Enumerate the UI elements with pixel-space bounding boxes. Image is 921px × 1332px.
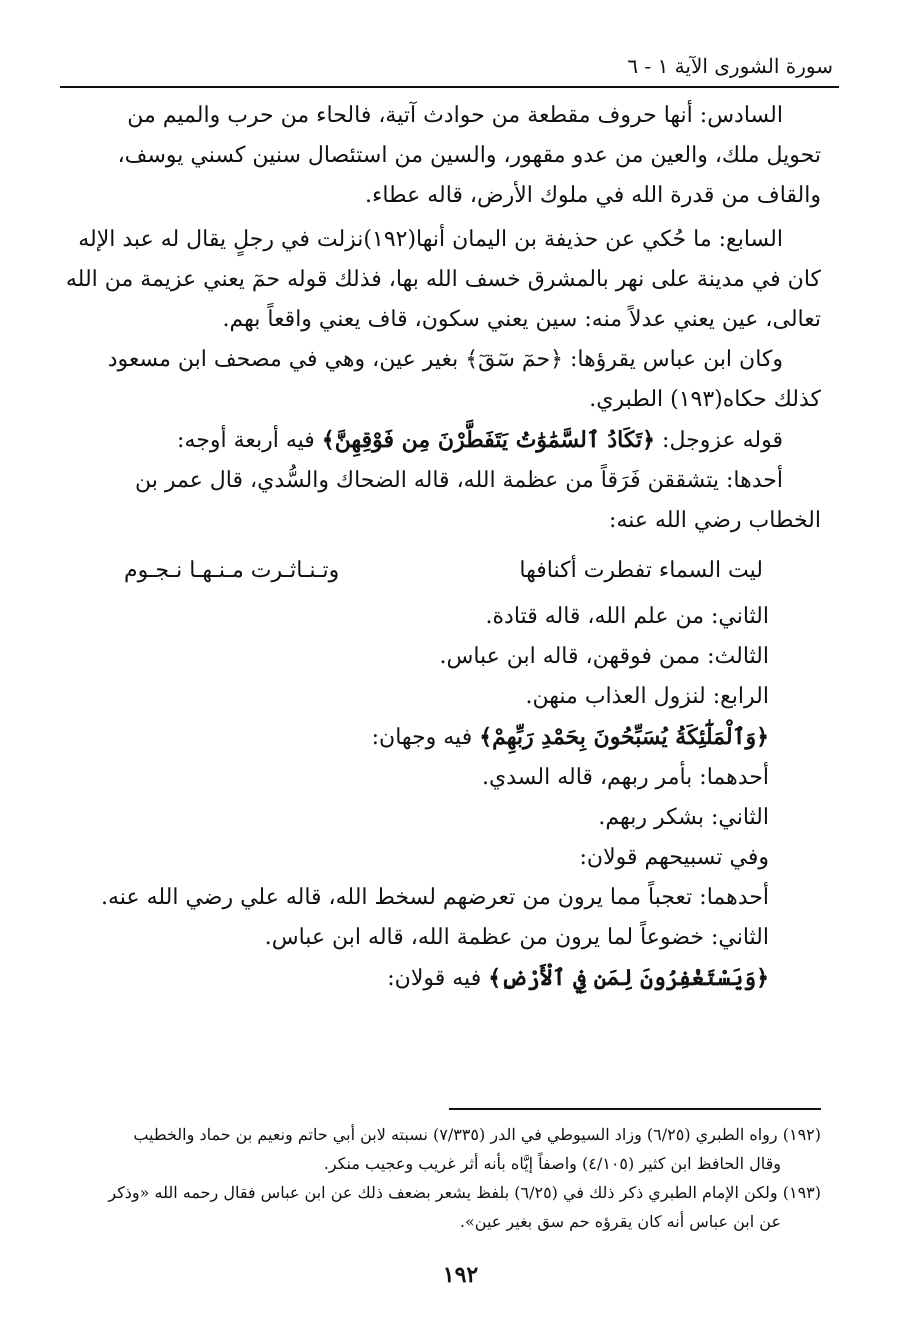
footnote-divider: [449, 1108, 821, 1110]
footnote-192-line-1: (١٩٢) رواه الطبري (٦/٢٥) وزاد السيوطي في الدر (٧/٣٣٥) نسبته لابن أبي حاتم ونعيم بن حماد والخطيب: [133, 1125, 821, 1144]
paragraph-sixth-line-3: والقاف من قدرة الله في ملوك الأرض، قاله عطاء.: [365, 183, 821, 208]
footnote-192-line-2: وقال الحافظ ابن كثير (٤/١٠٥) واصفاً إيَّاه بأنه أثر غريب وعجيب منكر.: [323, 1154, 781, 1173]
paragraph-first-line-2: الخطاب رضي الله عنه:: [609, 508, 821, 533]
quran-quote: ﴿تَكَادُ ٱلسَّمَٰوَٰتُ يَتَفَطَّرْنَ مِن فَوْقِهِنَّ﴾: [321, 427, 656, 453]
paragraph-sixth-line-2: تحويل ملك، والعين من عدو مقهور، والسين من استئصال سنين كسني يوسف،: [117, 143, 821, 168]
verse-intro-suffix: فيه أربعة أوجه:: [177, 428, 322, 453]
verse-first-hemistich: ليت السماء تفطرت أكنافها: [519, 558, 763, 583]
paragraph-forgiveness-verse: [64, 958, 821, 999]
paragraph-tasbih-first: أحدهما: تعجباً مما يرون من تعرضهم لسخط الله، قاله علي رضي الله عنه.: [101, 885, 769, 910]
paragraph-seventh-line-3: تعالى، عين يعني عدلاً منه: سين يعني سكون، قاف يعني واقعاً بهم.: [222, 307, 821, 332]
paragraph-third: الثالث: ممن فوقهن، قاله ابن عباس.: [439, 644, 769, 669]
poetry-verse: [124, 551, 821, 591]
paragraph-verse-intro: [64, 420, 821, 461]
paragraph-second: الثاني: من علم الله، قاله قتادة.: [485, 604, 769, 629]
paragraph-angels-verse: [64, 717, 821, 758]
page-number: ١٩٢: [442, 1262, 479, 1288]
footnote-193-line-2: عن ابن عباس أنه كان يقرؤه حم سق بغير عين».: [459, 1212, 781, 1231]
paragraph-seventh-line-2: كان في مدينة على نهر بالمشرق خسف الله بها، فذلك قوله حمٓ يعني عزيمة من الله: [65, 267, 821, 292]
angels-verse-suffix: فيه وجهان:: [371, 725, 480, 750]
verse-intro-label: قوله عزوجل:: [655, 428, 783, 453]
quran-quote: ﴿وَٱلْمَلَٰٓئِكَةُ يُسَبِّحُونَ بِحَمْدِ رَبِّهِمْ﴾: [479, 724, 769, 750]
paragraph-first-line-1: أحدها: يتشققن فَرَقاً من عظمة الله، قاله الضحاك والسُّدي، قال عمر بن: [134, 468, 783, 493]
paragraph-ibn-abbas-line-2: كذلك حكاه(١٩٣) الطبري.: [589, 387, 821, 412]
running-header: سورة الشورى الآية ١ - ٦: [627, 54, 833, 78]
main-text: [64, 96, 821, 999]
verse-second-hemistich: وتـنـاثـرت مـنـهـا نـجـوم: [124, 558, 340, 583]
paragraph-fourth: الرابع: لنزول العذاب منهن.: [525, 684, 769, 709]
paragraph-tasbih-intro: وفي تسبيحهم قولان:: [579, 845, 769, 870]
footnote-193-line-1: (١٩٣) ولكن الإمام الطبري ذكر ذلك في (٦/٢٥) بلفظ يشعر بضعف ذلك عن ابن عباس فقال رحمه الله «وذكر: [108, 1183, 821, 1202]
header-divider: [60, 86, 839, 88]
paragraph-tasbih-second: الثاني: خضوعاً لما يرون من عظمة الله، قاله ابن عباس.: [264, 925, 769, 950]
forgiveness-verse-suffix: فيه قولان:: [387, 966, 489, 991]
paragraph-second-view: الثاني: بشكر ربهم.: [598, 805, 769, 830]
paragraph-sixth-line-1: السادس: أنها حروف مقطعة من حوادث آتية، فالحاء من حرب والميم من: [127, 103, 783, 128]
footnotes: [64, 1120, 821, 1236]
paragraph-seventh-line-1: السابع: ما حُكي عن حذيفة بن اليمان أنها(١٩٢)نزلت في رجلٍ يقال له عبد الإله: [78, 227, 783, 252]
paragraph-first-view: أحدهما: بأمر ربهم، قاله السدي.: [482, 765, 769, 790]
paragraph-ibn-abbas-line-1: وكان ابن عباس يقرؤها: ﴿حمٓ سٓقٓ﴾ بغير عين، وهي في مصحف ابن مسعود: [107, 347, 783, 372]
quran-quote: ﴿وَيَسْتَغْفِرُونَ لِمَن فِي ٱلْأَرْضِ﴾: [488, 965, 769, 991]
